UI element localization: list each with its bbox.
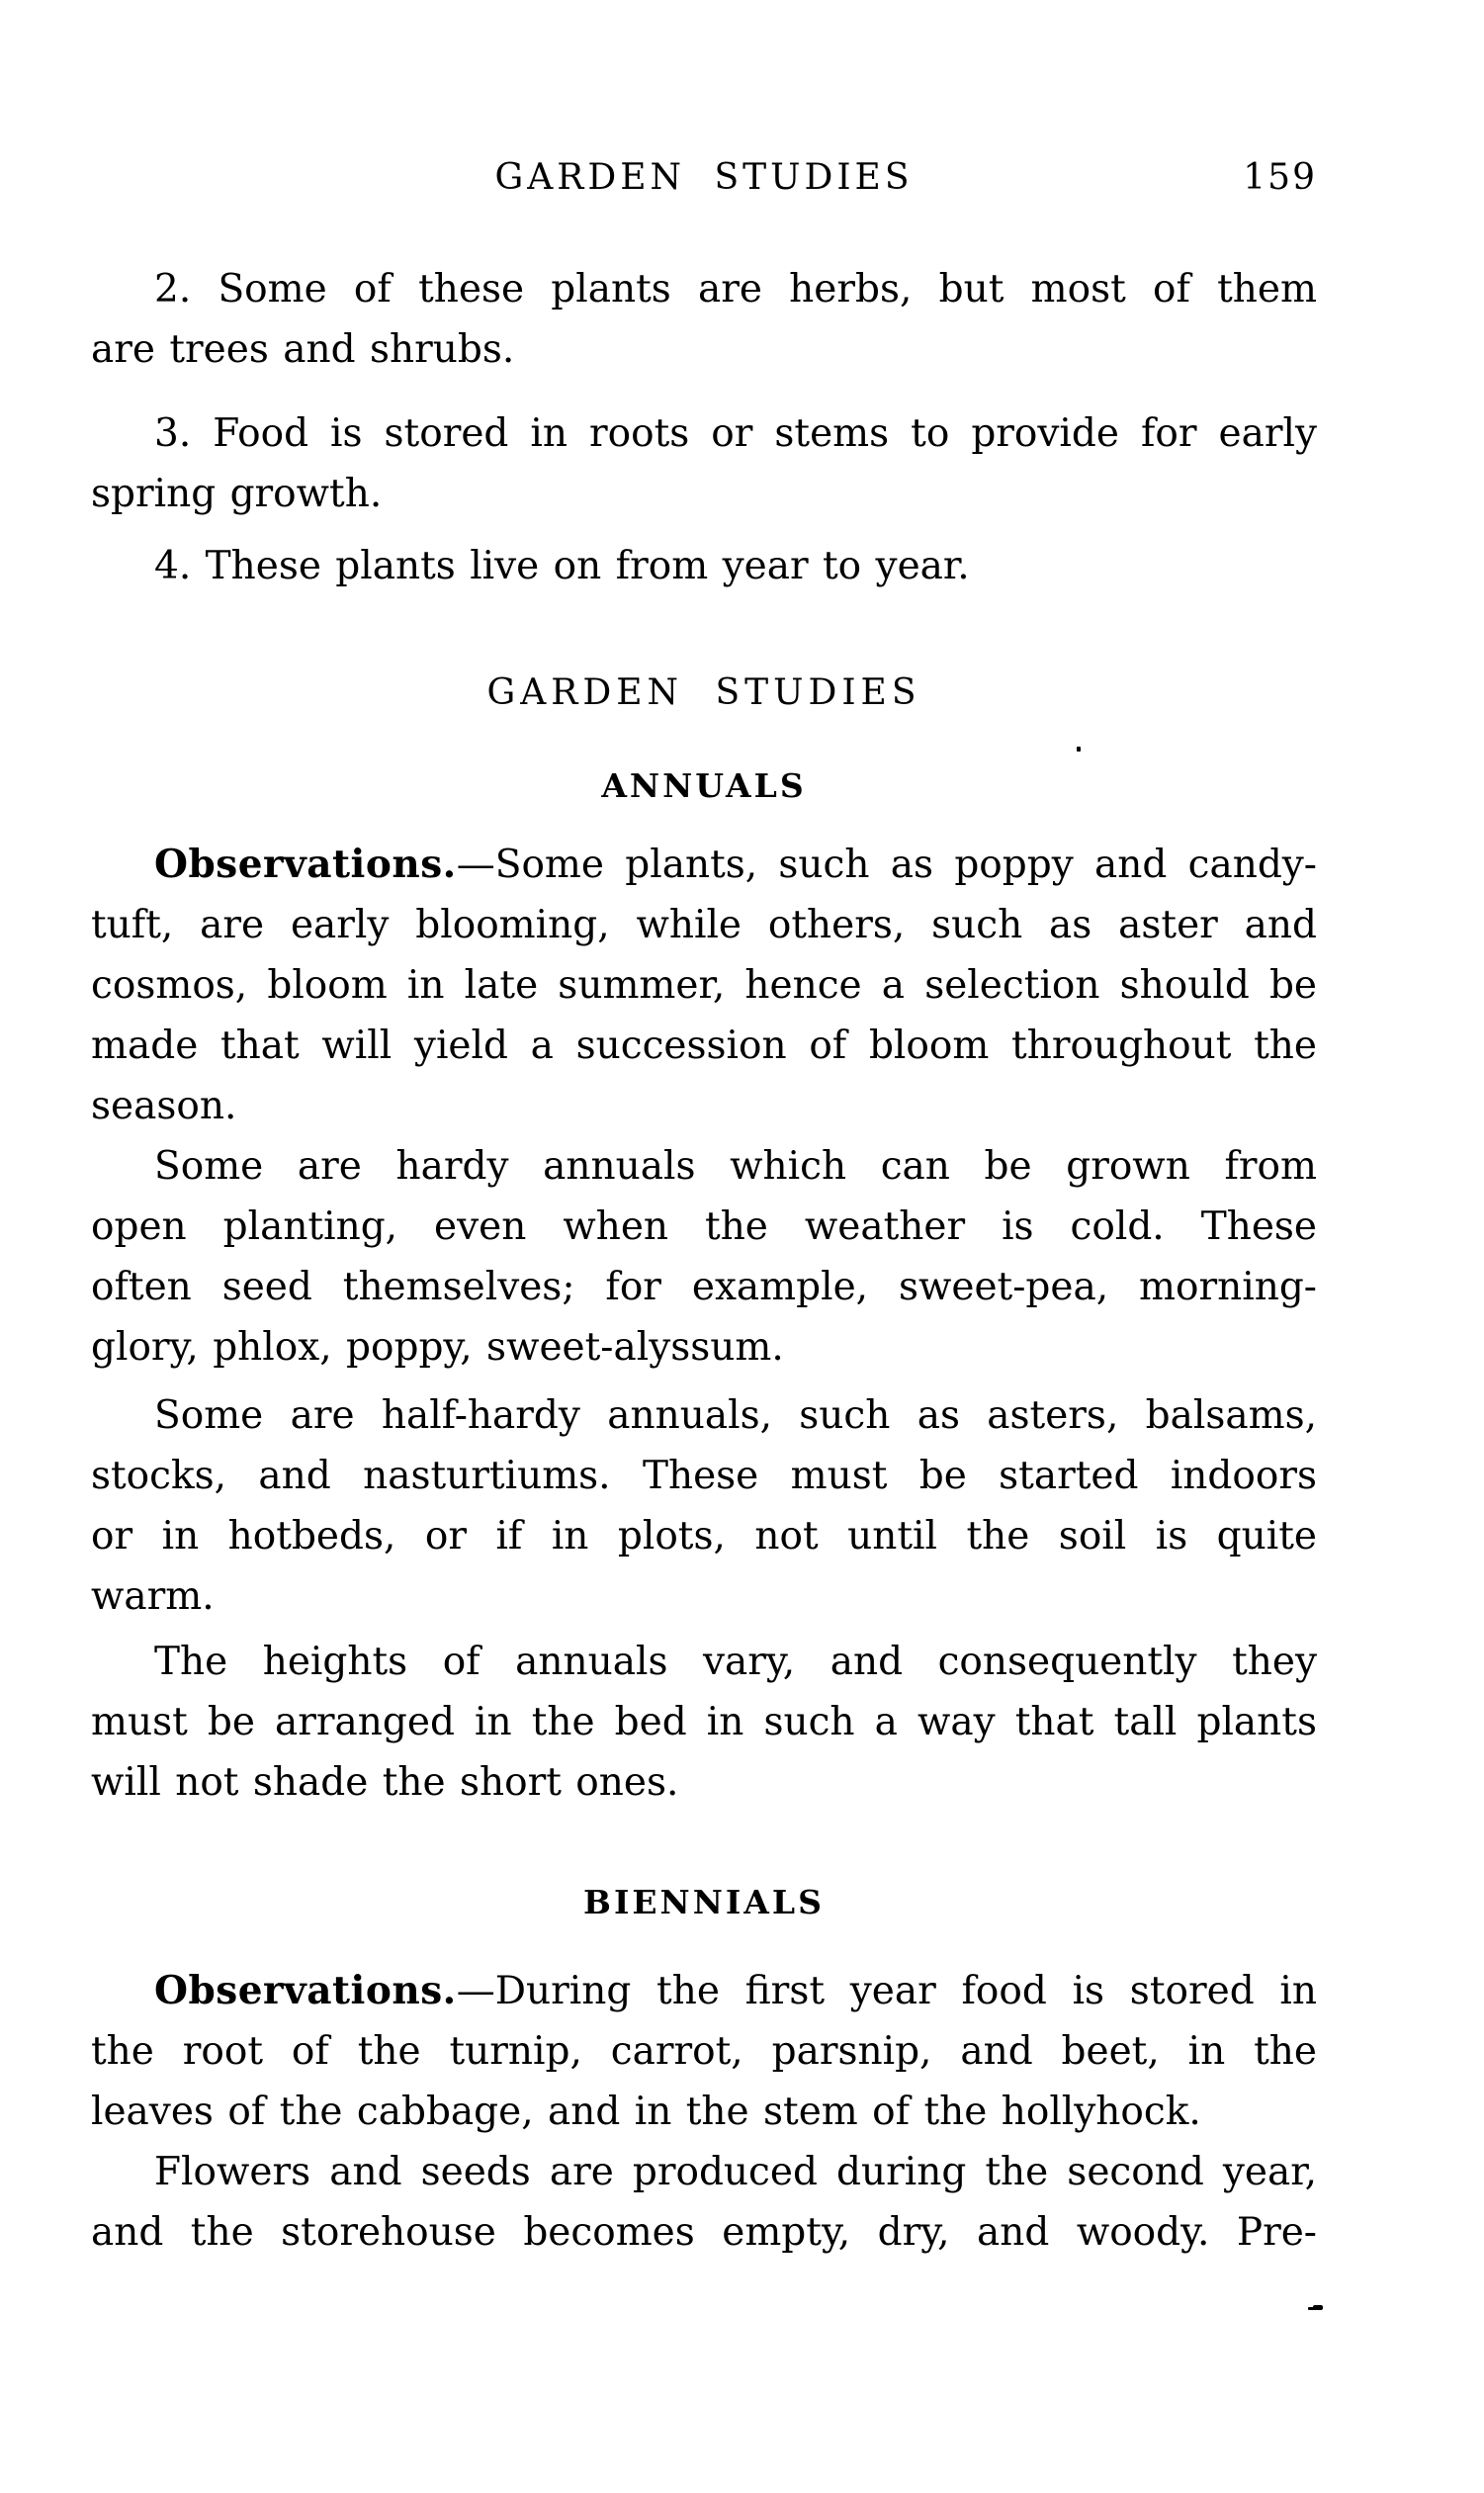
paragraph [91, 835, 1317, 1136]
text-line: The heights of annuals vary, and consequently they [154, 1640, 1317, 1684]
scan-smudge [1313, 2305, 1323, 2310]
text-line: stocks, and nasturtiums. These must be started indoors [91, 1454, 1317, 1498]
text-line: 4. These plants live on from year to year. [154, 544, 970, 588]
paragraph [91, 536, 1317, 596]
section-heading: GARDEN STUDIES [486, 672, 921, 713]
text-line: Flowers and seeds are produced during the second year, [154, 2150, 1317, 2194]
text-line: spring growth. [91, 472, 383, 516]
bold-lead-in: Observations. [154, 1968, 457, 2013]
text-line: leaves of the cabbage, and in the stem of the hollyhock. [91, 2090, 1201, 2134]
text-line: warm. [91, 1574, 215, 1619]
text-line: tuft, are early blooming, while others, such as aster and [91, 903, 1317, 947]
paragraph [91, 2142, 1317, 2263]
paragraph [91, 1961, 1317, 2142]
text-line: 2. Some of these plants are herbs, but most of them [154, 267, 1317, 312]
text-line: cosmos, bloom in late summer, hence a selection should be [91, 963, 1317, 1008]
text-line: season. [91, 1084, 237, 1128]
text-line: made that will yield a succession of bloom throughout the [91, 1024, 1317, 1068]
running-head-title: GARDEN STUDIES [494, 157, 914, 198]
text-line: must be arranged in the bed in such a way that tall plants [91, 1700, 1317, 1744]
text-line: or in hotbeds, or if in plots, not until the soil is quite [91, 1514, 1317, 1558]
text-line: Some are hardy annuals which can be grown from [154, 1144, 1317, 1189]
content [91, 259, 1317, 2263]
scan-speck [1077, 747, 1081, 752]
text-line: are trees and shrubs. [91, 327, 515, 372]
paragraph [91, 1136, 1317, 1378]
subsection-heading: ANNUALS [601, 766, 807, 805]
paragraph [91, 259, 1317, 380]
paragraph [91, 1385, 1317, 1627]
text-line: Observations.—During the first year food is stored in [154, 1968, 1317, 2013]
text-line: the root of the turnip, carrot, parsnip, and beet, in the [91, 2029, 1317, 2074]
text-line: will not shade the short ones. [91, 1760, 679, 1805]
text-line: open planting, even when the weather is cold. These [91, 1204, 1317, 1249]
text-line: Observations.—Some plants, such as poppy and candy- [154, 842, 1317, 887]
text-line: glory, phlox, poppy, sweet-alyssum. [91, 1325, 784, 1370]
text-line: Some are half-hardy annuals, such as asters, balsams, [154, 1393, 1317, 1438]
paragraph [91, 403, 1317, 524]
bold-lead-in: Observations. [154, 842, 457, 887]
text-line: and the storehouse becomes empty, dry, and woody. Pre- [91, 2210, 1317, 2255]
text-line: 3. Food is stored in roots or stems to provide for early [154, 411, 1317, 456]
running-head [91, 158, 1317, 200]
subsection-heading: BIENNIALS [583, 1883, 825, 1921]
page-number: 159 [1243, 157, 1317, 198]
text-line: often seed themselves; for example, sweet-pea, morning- [91, 1265, 1317, 1309]
paragraph [91, 1632, 1317, 1813]
